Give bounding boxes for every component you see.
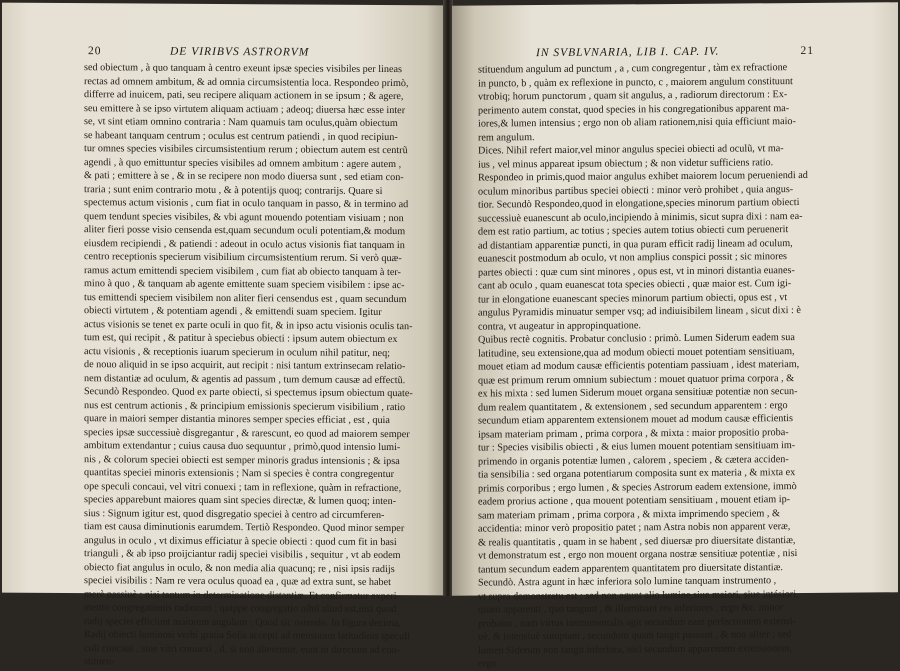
text-line: radij speciei efficiunt maiorem angulum : Quod sic ostendo. In figura decima, [84, 615, 401, 629]
text-line: Dices. Nihil refert maior,vel minor angulus speciei obiecti ad oculũ, vt ma- [478, 143, 784, 157]
text-line: aliter fieri posse visio censenda est,quam secundum oculi potentiam,& modum [84, 224, 406, 238]
text-line: trianguli , & ab ipso proijciantur radij speciei visibilis , sequitur , vt ab eodem [84, 548, 401, 562]
text-line: quare in maiori semper distantia minores semper species efficiat , est , quia [84, 413, 390, 427]
text-line: oculum minoribus partibus speciei obiecti : minor verò prohibet , quia angus- [478, 183, 794, 198]
text-line: differre ad inuicem, pati, seu recipere aliquam actionem in se ipsum ; & agere, [84, 89, 404, 103]
text-line: ambitum extendantur ; cuius causa duo sequuntur , primò,quod intensio lumi- [84, 440, 401, 454]
text-line: culi concaui , siue vitri conuexi , d, si non alterentur, eunt in directum ad con- [84, 642, 401, 656]
text-line: traria ; sunt enim contrario motu , & à potentijs quoq; contrarijs. Quare si [84, 183, 383, 197]
text-line: tantum secundum eadem apparentem quantitatem pro diuersitate distantiæ. [478, 561, 783, 576]
text-line: partes obiecti : quæ cum sint minores , opus est, vt in minori distantia euanes- [478, 264, 795, 279]
text-line: Secundò. Astra agunt in hæc inferiora solo lumine tanquam instrumento , [478, 575, 777, 589]
text-line: ipsam materiam primam , prima corpora , & mixta : maior propositio proba- [478, 426, 789, 441]
text-line: actu visionis , & receptionis iuarum specierum in oculum nihil patitur, neq; [84, 345, 391, 359]
right-page-number: 21 [800, 44, 814, 58]
text-line: lumen Siderum non tangit inferiora, nisi secundum apparentem extensionem, [478, 642, 793, 657]
text-line: mouet etiam ad modum causæ efficientis potentiam passiuam , idest materiam, [478, 359, 800, 373]
text-line: accidentia: minor verò propositio patet ; nam Astra nobis non apparent veræ, [478, 521, 791, 535]
text-line: centro receptionis specierum visibilium circumsistentium rerum. Si verò quæ- [84, 251, 402, 265]
text-line: quem tendunt species visibiles, & vbi agunt mouendo potentiam visiuam ; non [84, 210, 404, 224]
text-line: ergo [478, 658, 496, 670]
text-line: vt supra demonstratu est ; sed non agunt alio lumine,siue maiori, siue intésiori, [478, 588, 799, 603]
text-line: & realis quantitatis , quam in se habent , sed diuersæ pro diuersitate distantiæ, [478, 534, 796, 549]
text-line: agendi , à quo emittuntur species visibiles ad omnem ambitum : agere autem , [84, 156, 402, 170]
text-line: se, vt sint etiam omnino contraria : Nam quamuis tam oculus,quàm obiectum [84, 116, 398, 130]
text-line: seu emittere à se ipso virtutem aliquam actiuam ; adeoq; diuersa hæc esse inter [84, 102, 406, 116]
text-line: tiam est causa diminutionis earumdem. Tertiò Respondeo. Quod minor semper [84, 521, 405, 535]
text-line: ad distantiam apparentiæ puncti, in qua puram efficit radij lineam ad oculum, [478, 237, 793, 252]
text-line: tior. Secundò Respondeo,quod in elongatione,species minorum partium obiecti [478, 197, 800, 211]
text-line: ius , vel minus appareat ipsum obiectum ; & non videtur sufficiens ratio. [478, 156, 774, 171]
text-line: mino à quo , & tanquam ab agente emittente suam speciem visibilem : ipse ac- [84, 278, 405, 292]
text-line: stituen- [84, 656, 115, 668]
text-line: uè, & intensiuè sumptam , secundum quam tangit passum , & non aliter ; sed [478, 629, 792, 643]
text-line: perimento autem constat, quod species in his congregationibus apparent ma- [478, 102, 790, 117]
text-line: rectas ad omnem ambitum, & ad omnia circumsistentia loca. Respondeo primò, [84, 75, 409, 89]
text-line: iores,& lumen intensius ; ergo non ob aliam rationem,nisi quia efficiunt maio- [478, 116, 796, 130]
text-line: Respondeo in primis,quod maior angulus exhibet maiorem locum perueniendi ad [478, 169, 808, 184]
text-line: vt demonstratum est , ergo non mouent organa nostræ sensitiuæ potentiæ , nisi [478, 548, 798, 562]
text-line: mento congregationis radiorum ; quippe congregatio nihil aliud est,nisi quod [84, 602, 397, 616]
text-line: successiuè euanescunt ab oculo,incipiendo à minimis, sicut supra dixi : nam ea- [478, 210, 803, 225]
text-line: primendo in organis potentiæ lumen , calorem , speciem , & cætera acciden- [478, 453, 789, 468]
left-running-head [2, 45, 444, 59]
text-line: angulus in oculo , vt diximus efficiatur à specie obiecti : quod cum fit in basi [84, 534, 397, 548]
text-line: sam materiam primam , prima corpora , & mixta imprimendo speciem , & [478, 507, 780, 522]
text-line: latitudine, seu extensione,qua ad modum obiecti mouet potentiam sensitiuam, [478, 345, 795, 360]
text-line: eiusdem recipiendi , & patiendi : adeout in oculo actus visionis fiat tanquam in [84, 237, 405, 251]
text-line: dum realem quantitatem , & extensionem , sed secundum apparentem : ergo [478, 399, 788, 414]
text-line: stituendum angulum ad punctum , a , cum congregentur , tàm ex refractione [478, 62, 788, 76]
text-line: Quibus rectè cognitis. Probatur conclusio : primò. Lumen Siderum eadem sua [478, 332, 795, 346]
left-page [2, 3, 444, 668]
text-line: cant ab oculo , quam euanescat tota species obiecti , quæ maior est. Cum igi- [478, 278, 792, 292]
text-line: angulus Pyramidis minuatur semper vsq; ad indiuisibilem lineam , sicut dixi : è [478, 305, 801, 319]
text-line: & pati ; emittere à se , & in se recipere non modo diuersa sunt , sed etiam con- [84, 170, 404, 184]
text-line: species apparebunt maiores quam sint species directæ, & lumen quoq; inten- [84, 494, 397, 508]
text-line: tus emittendi speciem visibilem non aliter fieri censendus est , quam secundum [84, 291, 407, 305]
text-line: tia sensibilia : sed organa potentiarum composita sunt ex materia , & mixta ex [478, 467, 796, 481]
right-body-text [478, 61, 806, 671]
text-line: spectemus actum visionis , cum fiat in oculo tanquam in passo, & in termino ad [84, 197, 409, 211]
text-line: actus visionis se tenet ex parte oculi in quo fit, & in ipso actu visionis oculis tan- [84, 318, 413, 332]
text-line: nem distantiæ ad oculum, & agentis ad passum , tum demum causæ ad effectũ. [84, 372, 406, 386]
text-line: rem angulum. [478, 131, 535, 144]
text-line: dem est ratio partium, ac totius ; species autem totius obiecti cum peruenerit [478, 224, 789, 238]
text-line: se habeant tanquam centrum ; oculus est centrum patiendi , in quod recipiun- [84, 129, 398, 143]
text-line: tum est, qui recipit , & patitur à speciebus obiecti : ipsum autem obiectum ex [84, 332, 398, 346]
text-line: secundum etiam apparentem extensionem mouet ad modum causæ efficientis [478, 413, 793, 427]
text-line: Secundò Respondeo. Quod ex parte obiecti, si spectemus ipsum obiectum quate- [84, 386, 413, 400]
text-line: quæ est primum rerum omnium subiectum : mouet quatuor prima corpora , & [478, 372, 795, 387]
text-line: tur in elongatione euanescant species minorum partium obiecti, opus est , vt [478, 291, 788, 306]
text-line: sed obiectum , à quo tanquam à centro exeunt ipsæ species visibiles per lineas [84, 62, 402, 76]
text-line: ramus actum emittendi speciem visibilem , cum fiat ab obiecto tanquam à ter- [84, 264, 401, 278]
right-page [452, 2, 898, 670]
text-line: speciei visibilis : Nam re vera oculus quoad ea , quæ ad extra sunt, se habet [84, 575, 391, 589]
text-line: tur omnes species visibiles circumsistentium rerum ; obiectum autem est centrũ [84, 143, 408, 157]
left-page-number: 20 [88, 45, 102, 58]
text-line: in puncto, b , quàm ex reflexione in puncto, c , maiorem angulum constituunt [478, 75, 793, 90]
text-line: species ipsæ successiuè disgregantur , & rarescunt, eo quod ad maiorem semper [84, 426, 410, 440]
text-line: nus est centrum actionis , & principium emissionis specierum visibilium , ratio [84, 399, 406, 413]
text-line: primis corporibus ; ergo lumen , & species Astrorum eadem extensione, immò [478, 480, 797, 495]
right-running-title: IN SVBLVNARIA, LIB I. CAP. IV. [536, 45, 720, 60]
text-line: quantitas speciei minoris extensionis ; Nam si species è contra congregentur [84, 467, 395, 481]
left-running-title: DE VIRIBVS ASTRORVM [170, 45, 310, 59]
text-line: tur : Species visibilis obiecti , & eius lumen mouent potentiam sensitiuam im- [478, 440, 796, 454]
text-line: ex his mixta : sed lumen Siderum mouet organa sensitiuæ potentiæ non secun- [478, 386, 798, 400]
text-line: euanescit postmodum ab oculo, vt non amplius conspici possit ; sic minores [478, 251, 787, 265]
text-line: obiecto fiat angulus in oculo, & non media alia quacunq; re , nisi ipsis radijs [84, 561, 395, 575]
text-line: ope speculi concaui, vel vitri conuexi ; tam in reflexione, quàm in refractione, [84, 480, 402, 494]
text-line: probatur , nam virtus instrumentalis agit secundum eam perfectionem extensi- [478, 615, 796, 630]
text-line: sius : Signum igitur est, quod disgregatio speciei à centro ad circumferen- [84, 507, 385, 521]
text-line: eadem prorius actione , qua mouent potentiam sensitiuam , mouent etiam ip- [478, 494, 791, 508]
text-line: Radij obiecti luminosi verbi gratia Solis accepti ad mensuram latitudinis speculi [84, 629, 410, 643]
text-line: obiecti virtutem , & potentiam agendi , & emittendi suam speciem. Igitur [84, 305, 382, 318]
text-line: nis , & colorum speciei obiecti est semper minoris gradus intensionis ; & ipsa [84, 453, 400, 467]
text-line: contra, vt augeatur in appropinquatione. [478, 319, 641, 333]
text-line: vtrobiq; horum punctorum , quam sit angulus, a , radiorum directorum : Ex- [478, 89, 788, 103]
left-body-text [84, 61, 422, 671]
text-line: merè passiuè : nisi tantum in determinatione distantiæ. Et confirmatur experi- [84, 588, 401, 602]
text-line: quam apparenti , quo tangunt , & illuminant res inferiores , ergo &c. minor [478, 602, 784, 616]
right-running-head [452, 44, 898, 60]
text-line: de nouo aliquid in se ipso acquirit, aut recipit : nisi tantum extrinsecam relatio- [84, 359, 406, 373]
